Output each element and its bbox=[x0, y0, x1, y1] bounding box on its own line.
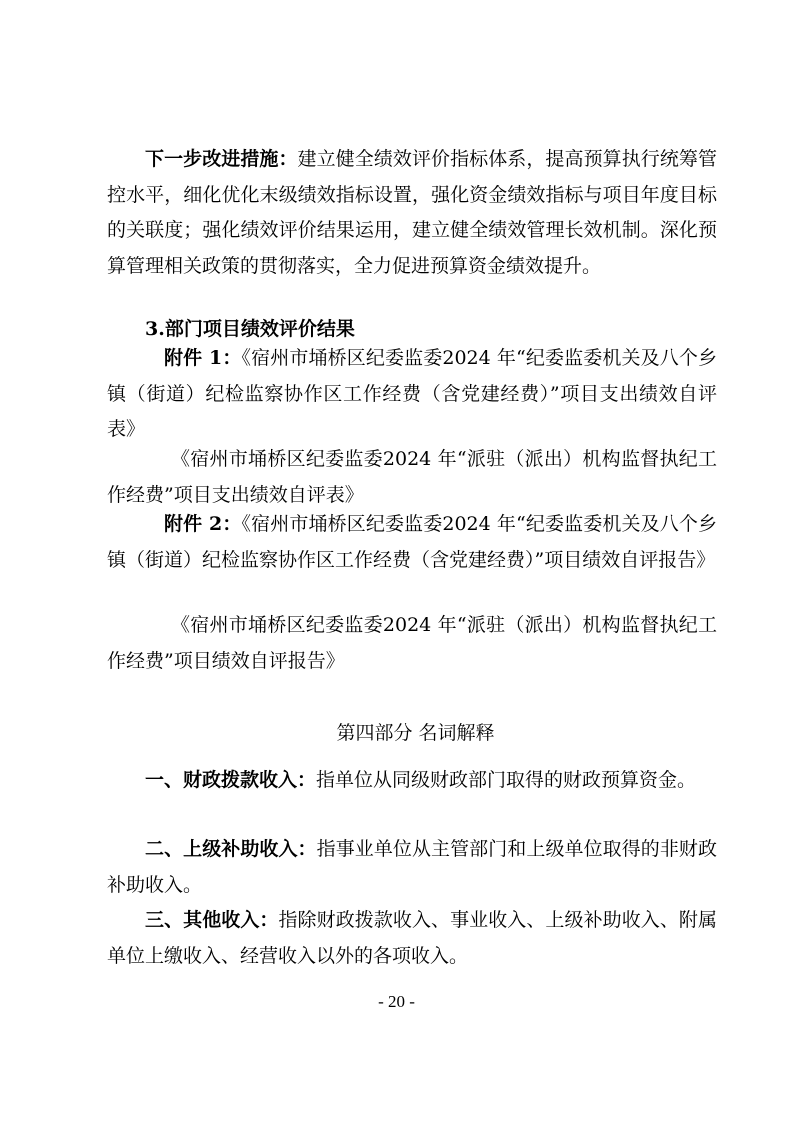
attachment-2-text-2: 《宿州市埇桥区纪委监委2024 年“派驻（派出）机构监督执纪工作经费”项目绩效自评报告》 bbox=[107, 614, 717, 672]
section-4-title: 第四部分 名词解释 bbox=[336, 722, 495, 744]
attachment-2-label: 附件 2： bbox=[164, 513, 242, 535]
definition-3-text: 指除财政拨款收入、事业收入、上级补助收入、附属单位上缴收入、经营收入以外的各项收入。 bbox=[107, 909, 717, 967]
attachment-1-paragraph bbox=[107, 341, 717, 448]
attachment-2-paragraph bbox=[107, 507, 717, 578]
next-steps-paragraph bbox=[107, 142, 717, 284]
section-heading-3: 3.部门项目绩效评价结果 bbox=[145, 318, 355, 340]
attachment-1-text: 《宿州市埇桥区纪委监委2024 年“纪委监委机关及八个乡镇（街道）纪检监察协作区工作经费（含党建经费）”项目支出绩效自评表》 bbox=[107, 347, 717, 440]
attachment-2-text: 《宿州市埇桥区纪委监委2024 年“纪委监委机关及八个乡镇（街道）纪检监察协作区工作经费（含党建经费）”项目绩效自评报告》 bbox=[107, 513, 717, 571]
definition-1-label: 一、财政拨款收入： bbox=[145, 769, 317, 791]
attachment-1-text-2: 《宿州市埇桥区纪委监委2024 年“派驻（派出）机构监督执纪工作经费”项目支出绩效自评表》 bbox=[107, 448, 717, 506]
definition-2-text: 指事业单位从主管部门和上级单位取得的非财政补助收入。 bbox=[107, 838, 717, 896]
definition-3-label: 三、其他收入： bbox=[145, 909, 279, 931]
attachment-1-second-paragraph bbox=[107, 442, 717, 513]
definition-2-label: 二、上级补助收入： bbox=[145, 838, 317, 860]
attachment-2-second-paragraph bbox=[107, 608, 717, 679]
next-steps-label: 下一步改进措施： bbox=[145, 148, 298, 170]
definition-1-text: 指单位从同级财政部门取得的财政预算资金。 bbox=[316, 769, 697, 791]
next-steps-text: 建立健全绩效评价指标体系，提高预算执行统筹管控水平，细化优化末级绩效指标设置，强化资金绩效指标与项目年度目标的关联度；强化绩效评价结果运用，建立健全绩效管理长效机制。深化预算管理相关政策的贯彻落实，全力促进预算资金绩效提升。 bbox=[107, 148, 717, 277]
attachment-1-label: 附件 1： bbox=[164, 347, 242, 369]
page-number: - 20 - bbox=[378, 992, 415, 1011]
definition-1-paragraph bbox=[107, 763, 717, 799]
definition-2-paragraph bbox=[107, 832, 717, 903]
definition-3-paragraph bbox=[107, 903, 717, 974]
